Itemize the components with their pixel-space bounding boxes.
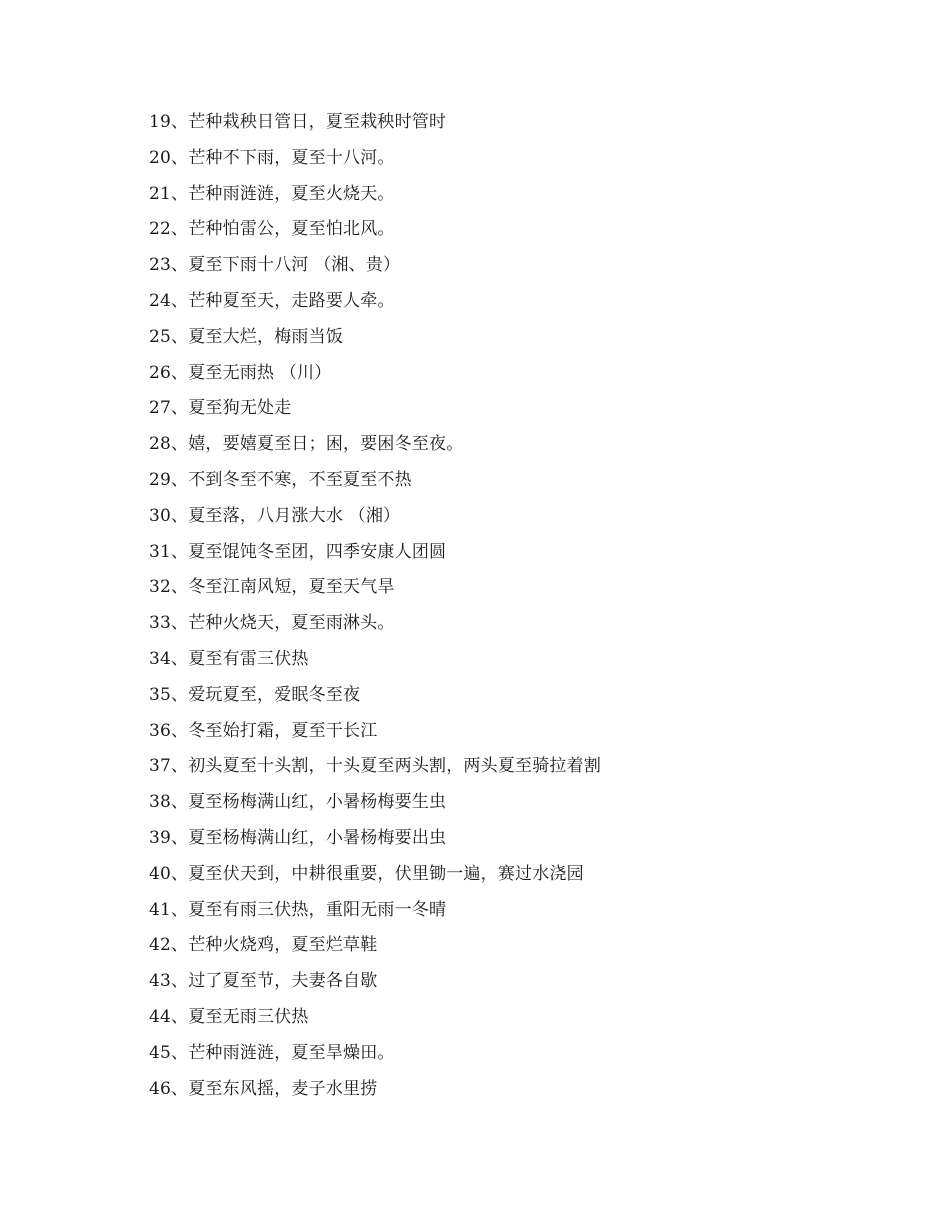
proverb-line: 20、芒种不下雨，夏至十八河。 — [149, 147, 395, 168]
proverb-line: 34、夏至有雷三伏热 — [149, 648, 309, 669]
proverb-line: 23、夏至下雨十八河 （湘、贵） — [149, 255, 401, 276]
proverb-line: 40、夏至伏天到，中耕很重要，伏里锄一遍，赛过水浇园 — [149, 863, 584, 884]
proverb-line: 33、芒种火烧天，夏至雨淋头。 — [149, 613, 395, 634]
proverb-line: 38、夏至杨梅满山红，小暑杨梅要生虫 — [149, 792, 447, 813]
proverb-line: 25、夏至大烂，梅雨当饭 — [149, 326, 344, 347]
proverb-line: 22、芒种怕雷公，夏至怕北风。 — [149, 219, 395, 240]
proverb-line: 37、初头夏至十头割，十头夏至两头割，两头夏至骑拉着割 — [149, 756, 602, 777]
proverb-line: 46、夏至东风摇，麦子水里捞 — [149, 1078, 378, 1099]
proverb-line: 39、夏至杨梅满山红，小暑杨梅要出虫 — [149, 827, 447, 848]
proverb-line: 44、夏至无雨三伏热 — [149, 1006, 309, 1027]
proverb-line: 42、芒种火烧鸡，夏至烂草鞋 — [149, 935, 378, 956]
proverb-line: 35、爱玩夏至，爱眠冬至夜 — [149, 684, 361, 705]
proverb-line: 29、不到冬至不寒，不至夏至不热 — [149, 469, 412, 490]
proverb-line: 27、夏至狗无处走 — [149, 398, 292, 419]
proverb-line: 19、芒种栽秧日管日，夏至栽秧时管时 — [149, 112, 447, 132]
proverb-line: 21、芒种雨涟涟，夏至火烧天。 — [149, 183, 395, 204]
proverb-line: 30、夏至落，八月涨大水 （湘） — [149, 505, 401, 526]
proverb-line: 45、芒种雨涟涟，夏至旱燥田。 — [149, 1042, 395, 1063]
proverb-line: 24、芒种夏至天，走路要人牵。 — [149, 290, 395, 311]
proverb-list — [149, 105, 849, 1107]
proverb-line: 31、夏至馄饨冬至团，四季安康人团圆 — [149, 541, 447, 562]
proverb-line: 43、过了夏至节，夫妻各自歇 — [149, 971, 378, 992]
proverb-line: 36、冬至始打霜，夏至干长江 — [149, 720, 378, 741]
proverb-line: 26、夏至无雨热 （川） — [149, 362, 332, 383]
proverb-line: 28、嬉，要嬉夏至日；困，要困冬至夜。 — [149, 434, 464, 455]
proverb-line: 32、冬至江南风短，夏至天气旱 — [149, 577, 395, 598]
proverb-line: 41、夏至有雨三伏热，重阳无雨一冬晴 — [149, 899, 447, 920]
